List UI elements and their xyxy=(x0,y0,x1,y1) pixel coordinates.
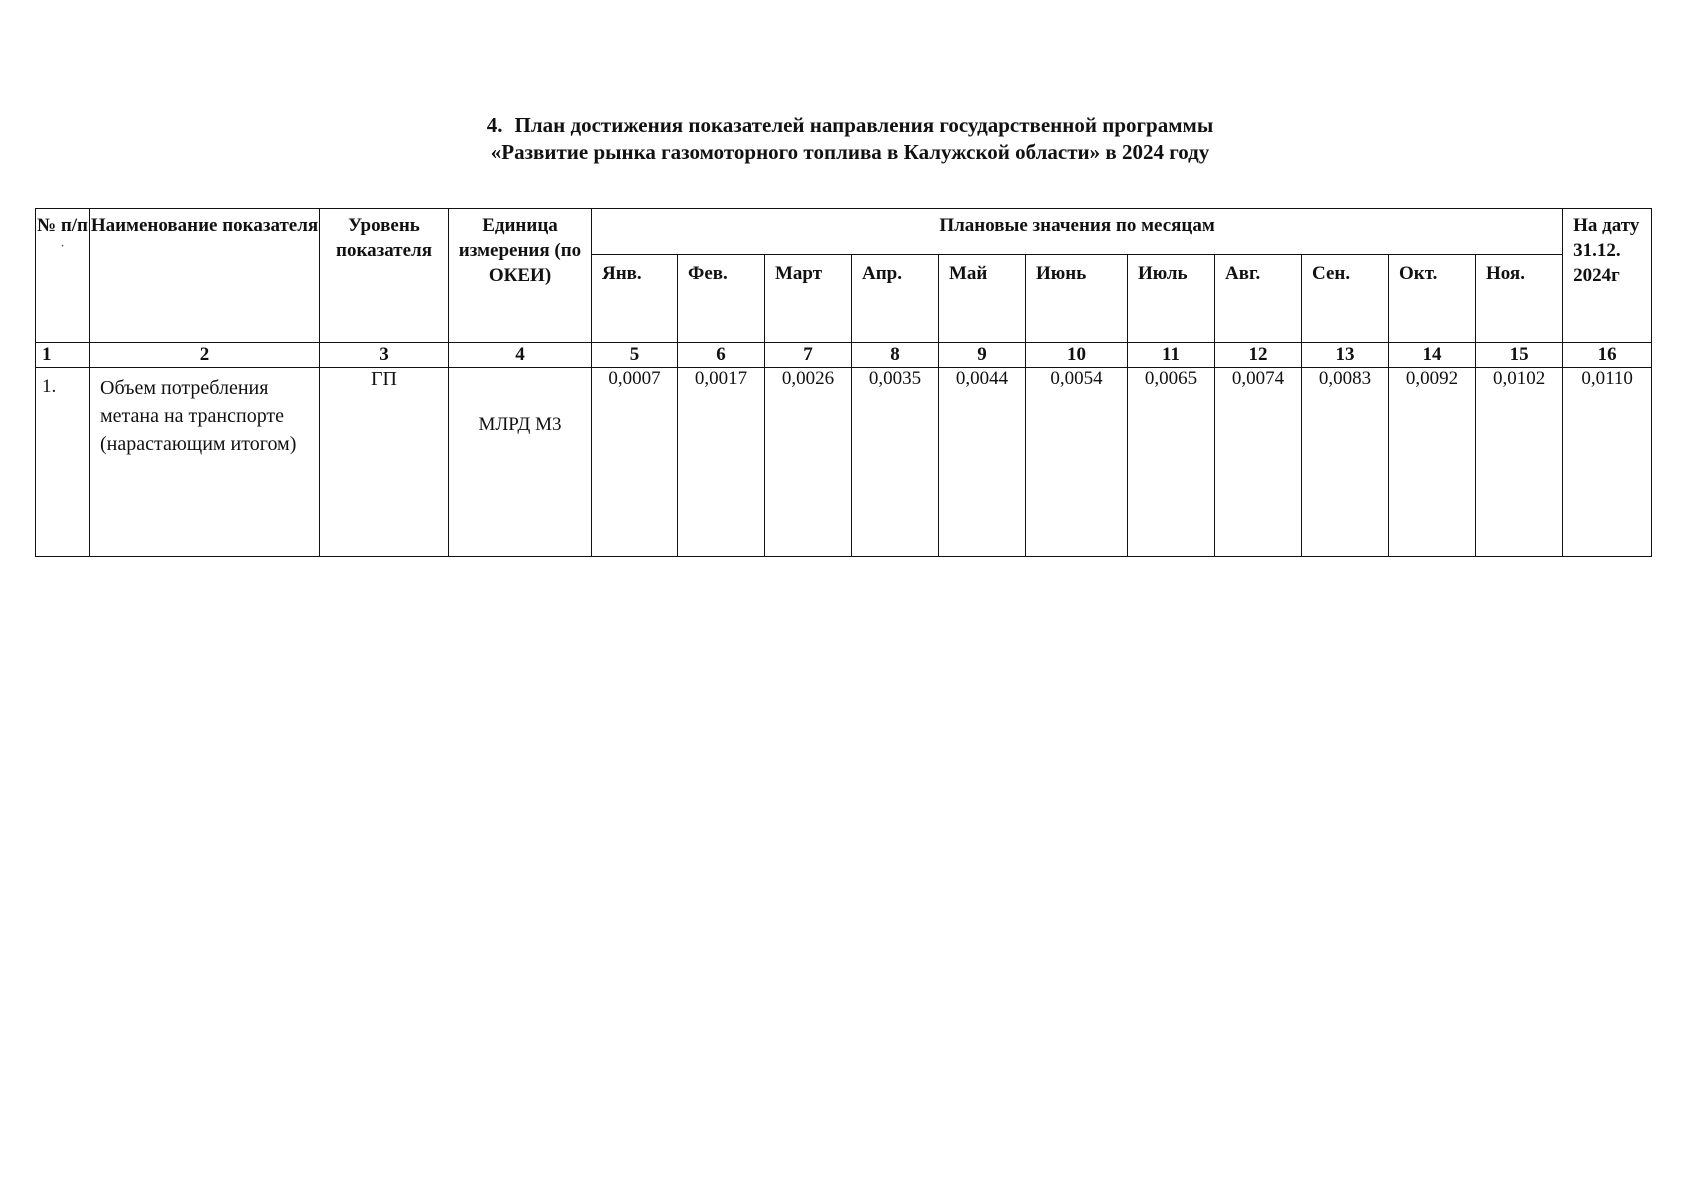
column-number: 1 xyxy=(36,343,90,368)
column-number: 11 xyxy=(1128,343,1215,368)
month-header: Март xyxy=(765,255,852,343)
column-number: 8 xyxy=(852,343,939,368)
column-number: 9 xyxy=(939,343,1026,368)
final-value: 0,0110 xyxy=(1563,368,1652,557)
month-value: 0,0007 xyxy=(592,368,678,557)
column-number: 13 xyxy=(1302,343,1389,368)
column-number: 6 xyxy=(678,343,765,368)
month-header: Фев. xyxy=(678,255,765,343)
column-number: 10 xyxy=(1026,343,1128,368)
month-value: 0,0054 xyxy=(1026,368,1128,557)
month-value: 0,0074 xyxy=(1215,368,1302,557)
month-header: Май xyxy=(939,255,1026,343)
month-value: 0,0092 xyxy=(1389,368,1476,557)
month-header: Окт. xyxy=(1389,255,1476,343)
title-number: 4. xyxy=(486,113,503,137)
header-final: На дату 31.12. 2024г xyxy=(1563,209,1652,343)
month-header: Ноя. xyxy=(1476,255,1563,343)
column-number: 4 xyxy=(449,343,592,368)
indicator-name: Объем потребления метана на транспорте (нарастающим итогом) xyxy=(90,368,320,557)
column-number: 14 xyxy=(1389,343,1476,368)
indicator-level: ГП xyxy=(320,368,449,557)
month-value: 0,0026 xyxy=(765,368,852,557)
month-value: 0,0083 xyxy=(1302,368,1389,557)
header-num-label: № п/п xyxy=(36,215,89,236)
month-header: Авг. xyxy=(1215,255,1302,343)
month-header: Июль xyxy=(1128,255,1215,343)
header-level: Уровень показателя xyxy=(320,209,449,343)
column-number: 12 xyxy=(1215,343,1302,368)
month-header: Июнь xyxy=(1026,255,1128,343)
month-value: 0,0017 xyxy=(678,368,765,557)
title-line-2: «Развитие рынка газомоторного топлива в Калужской области» в 2024 году xyxy=(490,140,1210,164)
month-value: 0,0102 xyxy=(1476,368,1563,557)
month-value: 0,0065 xyxy=(1128,368,1215,557)
month-value: 0,0035 xyxy=(852,368,939,557)
month-value: 0,0044 xyxy=(939,368,1026,557)
document-title xyxy=(380,112,1320,166)
title-text-1: План достижения показателей направления государственной программы xyxy=(514,113,1214,137)
indicators-table xyxy=(35,208,1652,557)
month-header: Апр. xyxy=(852,255,939,343)
title-line-1 xyxy=(380,112,1320,139)
column-number: 2 xyxy=(90,343,320,368)
column-number: 3 xyxy=(320,343,449,368)
scan-mark: · xyxy=(60,241,65,252)
month-header: Сен. xyxy=(1302,255,1389,343)
header-row xyxy=(36,209,1652,255)
column-number: 15 xyxy=(1476,343,1563,368)
header-name: Наименование показателя xyxy=(90,209,320,343)
header-num xyxy=(36,209,90,343)
indicator-unit: МЛРД М3 xyxy=(449,368,592,557)
column-number: 16 xyxy=(1563,343,1652,368)
month-header: Янв. xyxy=(592,255,678,343)
column-number: 7 xyxy=(765,343,852,368)
header-unit: Единица измерения (по ОКЕИ) xyxy=(449,209,592,343)
table-row xyxy=(36,368,1652,557)
column-number: 5 xyxy=(592,343,678,368)
header-planned: Плановые значения по месяцам xyxy=(592,209,1563,255)
row-index: 1. xyxy=(36,368,90,557)
column-number-row xyxy=(36,343,1652,368)
